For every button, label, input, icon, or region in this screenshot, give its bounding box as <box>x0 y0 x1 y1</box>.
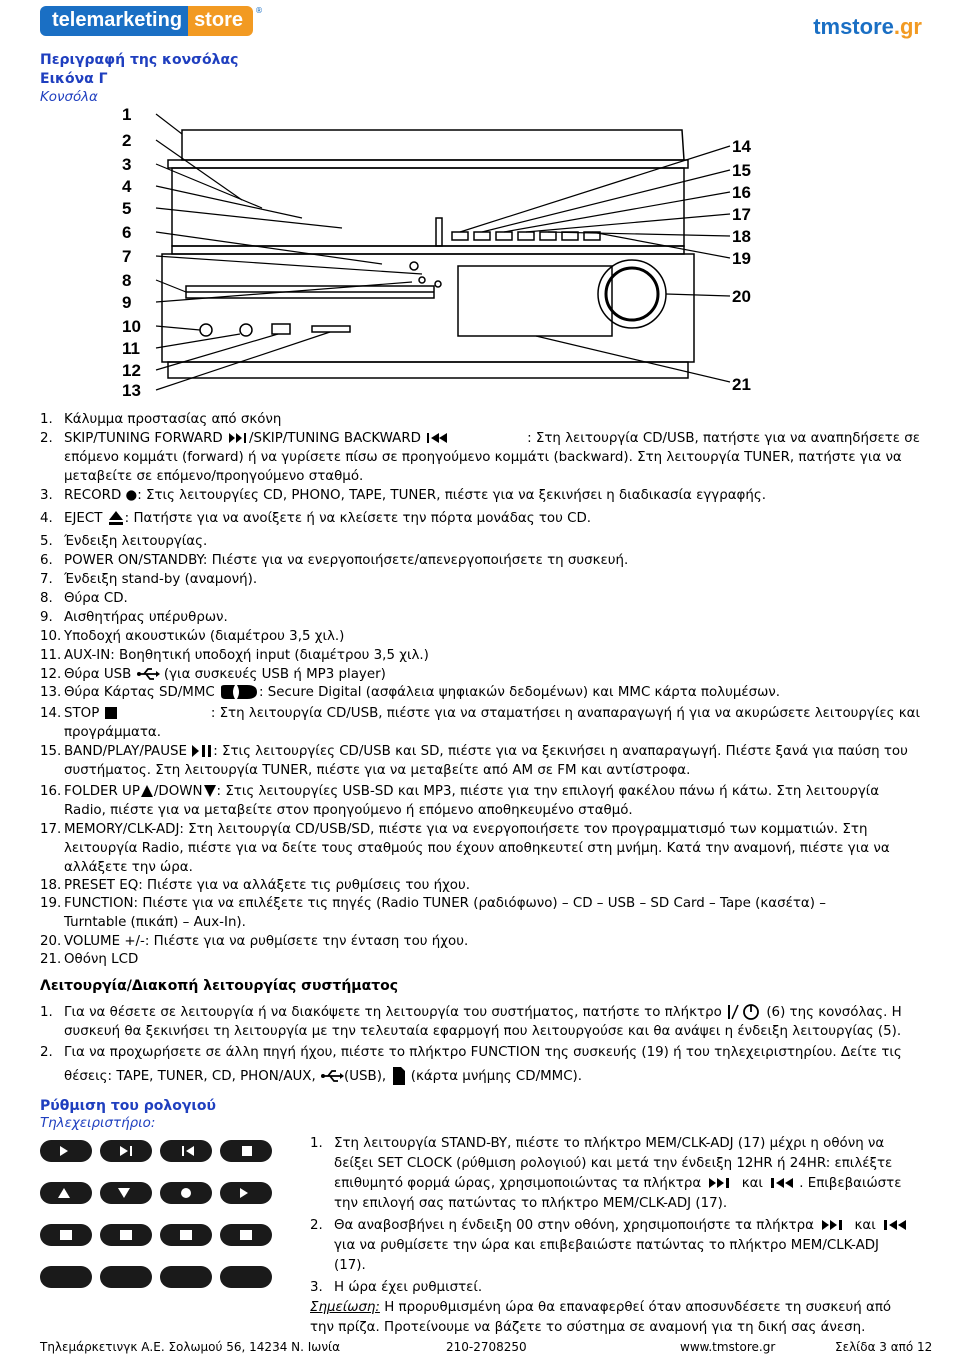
clock-step-2: 2. Θα αναβοσβήνει η ένδειξη 00 στην οθόνη, χρησιμοποιήστε τα πλήκτρα και για να ρυθμίσετε την ώρα και επιβεβαιώστε πατώντας το πλήκτρο MEM/CLK-ADJ (17). <box>310 1216 920 1276</box>
list-item-15: 15. BAND/PLAY/PAUSE : Στις λειτουργίες CD/USB και SD, πιέστε για να ξεκινήσει η αναπαραγωγή. Πιέστε ξανά για παύση του συστήματος. Στη λειτουργία TUNER, πιέστε για να μεταβείτε από AM σε FM και αντίστροφα. <box>40 744 908 778</box>
callout-5: 5 <box>122 199 132 218</box>
logo-text-main: telemarketing <box>40 6 188 36</box>
callout-1: 1 <box>122 105 132 124</box>
lcd-display <box>458 266 612 336</box>
clock-step-1: 1. Στη λειτουργία STAND-BY, πιέστε το πλήκτρο MEM/CLK-ADJ (17) μέχρι η οθόνη να δείξει SET CLOCK (ρύθμιση ρολογιού) και μετά την ένδειξη 12HR ή 24HR: επιλέξτε επιθυμητό φορμά ώρας, χρησιμοποιώντας τα πλήκτρα και . Επιβεβαιώστε την επιλογή σας πατώντας το πλήκτρο MEM/CLK-ADJ (17). <box>310 1136 902 1211</box>
diagram-numbers-left <box>122 105 141 400</box>
skip-backward-icon <box>880 1218 912 1232</box>
callout-20: 20 <box>732 287 751 306</box>
list-item-13: 13. Θύρα Κάρτας SD/MMC : Secure Digital (ασφάλεια ψηφιακών δεδομένων) και MMC κάρτα πολυμέσων. <box>40 685 781 700</box>
telemarketing-store-logo <box>40 6 263 36</box>
callout-7: 7 <box>122 247 132 266</box>
callout-16: 16 <box>732 183 751 202</box>
callout-6: 6 <box>122 223 132 242</box>
clock-step-3: 3. Η ώρα έχει ρυθμιστεί. <box>310 1280 483 1295</box>
callout-11: 11 <box>122 339 140 358</box>
list-item-10: 10. Υποδοχή ακουστικών (διαμέτρου 3,5 χιλ.) <box>40 629 345 644</box>
list-item-1: 1. Κάλυμμα προστασίας από σκόνη <box>40 412 282 427</box>
skip-forward-icon <box>705 1176 737 1190</box>
callout-18: 18 <box>732 227 751 246</box>
console-front <box>162 254 694 362</box>
site-main: tmstore <box>813 14 894 39</box>
list-item-19: 19. FUNCTION: Πιέστε για να επιλέξετε τις πηγές (Radio TUNER (ραδιόφωνο) – CD – USB – SD Card – Tape (κασέτα) – Turntable (πικάπ) – Aux-In). <box>40 896 826 930</box>
volume-ring <box>598 260 666 328</box>
list-item-12: 12. Θύρα USB (για συσκευές USB ή MP3 player) <box>40 667 386 682</box>
figure-caption: Κονσόλα <box>40 90 98 105</box>
callout-13: 13 <box>122 381 141 400</box>
callout-12: 12 <box>122 361 141 380</box>
usb-icon <box>320 1069 344 1083</box>
callout-21: 21 <box>732 375 751 394</box>
eject-icon <box>107 510 125 526</box>
aux-jack <box>240 324 252 336</box>
memory-card-icon <box>390 1066 406 1086</box>
clock-steps <box>310 1134 920 1338</box>
power-standby-icon <box>726 1003 762 1021</box>
list-item-21: 21. Οθόνη LCD <box>40 952 139 967</box>
list-item-3: 3. RECORD ●: Στις λειτουργίες CD, PHONO, TAPE, TUNER, πιέστε για να ξεκινήσει η διαδικασία εγγραφής. <box>40 488 766 503</box>
list-item-7: 7. Ένδειξη stand-by (αναμονή). <box>40 572 258 587</box>
sd-slot <box>312 326 350 332</box>
operation-step-2: 2. Για να προχωρήσετε σε άλλη πηγή ήχου, πιέστε το πλήκτρο FUNCTION της συσκευής (19) ή του τηλεχειριστηρίου. Δείτε τις θέσεις: TAPE, TUNER, CD, PHON/AUX, (USB), (κάρτα μνήμης CD/MMC). <box>40 1045 902 1084</box>
list-item-9: 9. Αισθητήρας υπέρυθρων. <box>40 610 228 625</box>
logo-text-store: store <box>188 6 253 36</box>
list-item-11: 11. AUX-IN: Βοηθητική υποδοχή input (διαμέτρου 3,5 χιλ.) <box>40 648 429 663</box>
callout-8: 8 <box>122 271 132 290</box>
registered-icon: ® <box>254 6 263 15</box>
list-item-20: 20. VOLUME +/-: Πιέστε για να ρυθμίσετε την ένταση του ήχου. <box>40 934 469 949</box>
callout-2: 2 <box>122 131 132 150</box>
sd-card-icon <box>219 684 259 700</box>
callout-19: 19 <box>732 249 751 268</box>
remote-control-illustration <box>40 1130 270 1330</box>
folder-up-icon <box>140 784 154 798</box>
list-item-2: 2. SKIP/TUNING FORWARD /SKIP/TUNING BACKWARD : Στη λειτουργία CD/USB, πατήστε για να αναπηδήσετε σε επόμενο κομμάτι (forward) ή να γυρίσετε πίσω σε προηγούμενο κομμάτι (backward). Στη λειτουργία TUNER, πατήστε για να μεταβείτε σε επόμενο/προηγούμενο σταθμό. <box>40 431 920 484</box>
callout-15: 15 <box>732 161 751 180</box>
list-item-14: 14. STOP : Στη λειτουργία CD/USB, πιέστε για να σταματήσει η αναπαραγωγή ή για να ακυρώσετε λειτουργίες και προγράμματα. <box>40 706 920 740</box>
skip-forward-icon <box>818 1218 850 1232</box>
list-item-17: 17. MEMORY/CLK-ADJ: Στη λειτουργία CD/USB/SD, πιέστε για να ενεργοποιήσετε τον προγραμματισμό των κομματιών. Στη λειτουργία Radio, πιέστε για να δείτε τους σταθμούς που έχουν αποθηκευτεί στη μνήμη. Κατά την αναμονή, πιέστε για να αλλάξετε την ώρα. <box>40 822 890 875</box>
callout-14: 14 <box>732 137 751 156</box>
skip-backward-icon <box>425 432 455 444</box>
list-item-6: 6. POWER ON/STANDBY: Πιέστε για να ενεργοποιήσετε/απενεργοποιήσετε τη συσκευή. <box>40 553 629 568</box>
callout-10: 10 <box>122 317 141 336</box>
footer-page: Σελίδα 3 από 12 <box>835 1340 933 1354</box>
site-logo <box>813 14 922 40</box>
clock-note: Σημείωση: Η προρυθμισμένη ώρα θα επαναφερθεί όταν αποσυνδέσετε τη συσκευή από <box>310 1300 892 1315</box>
deck-top <box>168 160 688 168</box>
list-item-4: 4. EJECT : Πατήστε για να ανοίξετε ή να κλείσετε την πόρτα μονάδας του CD. <box>40 511 592 526</box>
usb-port <box>272 324 290 334</box>
skip-forward-icon <box>227 432 249 444</box>
callout-9: 9 <box>122 293 132 312</box>
list-item-8: 8. Θύρα CD. <box>40 591 128 606</box>
footer-company: Τηλεμάρκετινγκ Α.Ε. Σολωμού 56, 14234 Ν. Ιωνία <box>40 1340 341 1354</box>
list-item-16: 16. FOLDER UP /DOWN : Στις λειτουργίες USB-SD και MP3, πιέστε για την επιλογή φακέλου πάνω ή κάτω. Στη λειτουργία Radio, πιέστε για να μεταβείτε στον προηγούμενο ή επόμενο αποθηκευμένο σταθμό. <box>40 784 880 818</box>
knob-indicator <box>436 218 442 246</box>
usb-icon <box>136 667 160 681</box>
operation-step-1: 1. Για να θέσετε σε λειτουργία ή να διακόψετε τη λειτουργία του συστήματος, πατήστε το πλήκτρο (6) της κονσόλας. Η συσκευή θα ξεκινήσει τη λειτουργία με την τελευταία εφαρμογή που λειτουργούσε και θα ανάψει η ένδειξη λειτουργίας (5). <box>40 1005 902 1039</box>
diagram-numbers-right <box>732 137 751 394</box>
list-item-18: 18. PRESET EQ: Πιέστε για να αλλάξετε τις ρυθμίσεις του ήχου. <box>40 878 471 893</box>
list-item-5: 5. Ένδειξη λειτουργίας. <box>40 534 208 549</box>
play-pause-icon <box>191 744 213 758</box>
clock-subtitle: Τηλεχειριστήριο: <box>40 1116 156 1131</box>
operation-title: Λειτουργία/Διακοπή λειτουργίας συστήματος <box>40 978 399 994</box>
console-diagram <box>122 100 762 400</box>
figure-label: Εικόνα Γ <box>40 71 108 87</box>
clock-title: Ρύθμιση του ρολογιού <box>40 1098 216 1114</box>
footer-web: www.tmstore.gr <box>680 1340 776 1354</box>
stop-icon <box>104 706 118 720</box>
section-title: Περιγραφή της κονσόλας <box>40 52 239 68</box>
site-tld: .gr <box>893 14 922 39</box>
console-base <box>168 362 688 378</box>
dust-cover <box>182 130 684 160</box>
skip-backward-icon <box>767 1176 799 1190</box>
callout-17: 17 <box>732 205 751 224</box>
headphone-jack <box>200 324 212 336</box>
folder-down-icon <box>203 784 217 798</box>
volume-knob <box>606 268 658 320</box>
footer-phone: 210-2708250 <box>446 1340 527 1354</box>
callout-4: 4 <box>122 177 132 196</box>
clock-note-line-2: την πρίζα. Προτείνουμε να βάζετε το σύστημα σε αναμονή για τη δική σας άνεση. <box>310 1320 866 1335</box>
callout-3: 3 <box>122 155 132 174</box>
